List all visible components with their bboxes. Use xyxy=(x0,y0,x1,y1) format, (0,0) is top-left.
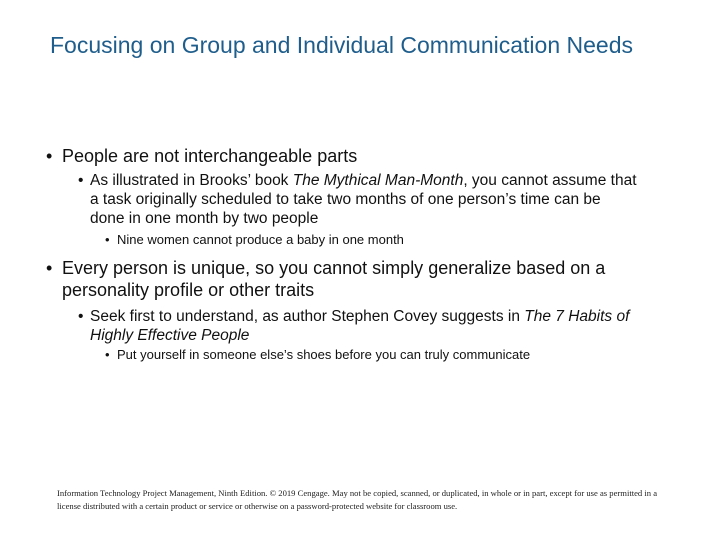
bullet-text: Put yourself in someone else’s shoes before you can truly communicate xyxy=(117,347,531,362)
bullet-level1-interchangeable xyxy=(46,145,666,167)
bullet-text: Nine women cannot produce a baby in one month xyxy=(117,232,404,247)
bullet-text: Every person is unique, so you cannot simply generalize based on a personality profile or other traits xyxy=(62,258,606,300)
bullet-dot: • xyxy=(105,347,110,362)
copyright-footer: Information Technology Project Management, Ninth Edition. © 2019 Cengage. May not be copied, scanned, or duplicated, in whole or in part, except for use as permitted in a license distributed with a certain product or service or otherwise on a password-protected website for classroom use. xyxy=(57,488,658,511)
bullet-text-pre: As illustrated in Brooks’ book xyxy=(90,172,293,189)
book-title-mythical-man-month: The Mythical Man-Month xyxy=(292,172,464,189)
book-title-7-habits: The 7 Habits of Highly Effective People xyxy=(90,308,630,344)
bullet-dot: • xyxy=(46,146,53,166)
bullet-text xyxy=(90,171,638,228)
bullet-dot: • xyxy=(105,232,110,247)
bullet-dot: • xyxy=(46,258,53,278)
slide-title: Focusing on Group and Individual Communication Needs xyxy=(50,32,633,58)
bullet-level2-covey xyxy=(78,307,668,345)
bullet-level3-shoes xyxy=(105,347,665,363)
bullet-dot: • xyxy=(78,172,84,189)
bullet-text-pre: Seek first to understand, as author Stephen Covey suggests in xyxy=(90,308,525,325)
bullet-level2-brooks xyxy=(78,171,638,228)
bullet-level3-nine-women xyxy=(105,232,645,248)
bullet-text-post: , you cannot assume that a task originally scheduled to take two months of one person’s time can be done in one month by two people xyxy=(90,172,637,227)
bullet-level1-unique xyxy=(46,257,676,301)
bullet-dot: • xyxy=(78,308,84,325)
bullet-text: People are not interchangeable parts xyxy=(62,146,358,166)
bullet-text xyxy=(90,307,668,345)
